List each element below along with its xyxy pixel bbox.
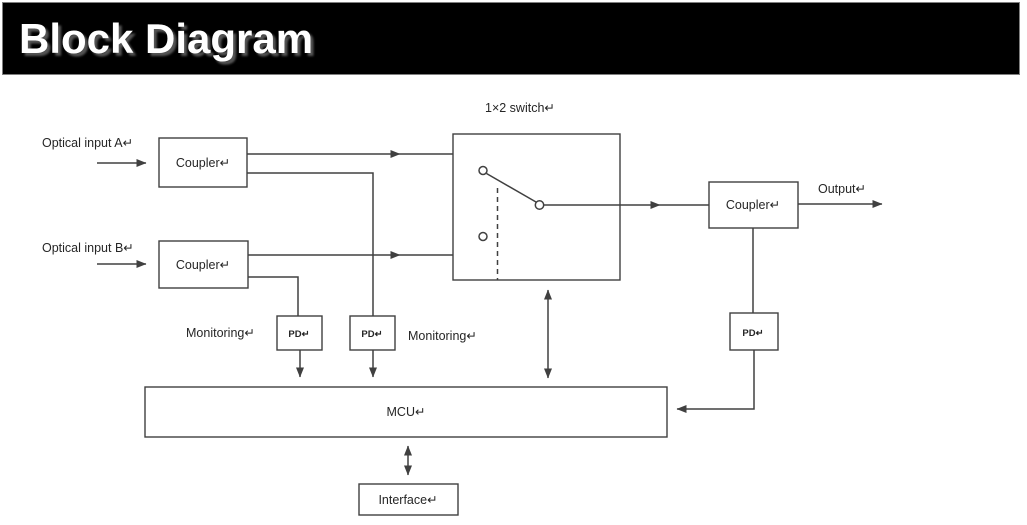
coupler-a-to-pd-right — [247, 173, 373, 316]
monitoring-right-label: Monitoring↵ — [408, 329, 477, 343]
mcu — [145, 387, 667, 437]
monitoring-left-label: Monitoring↵ — [186, 326, 255, 340]
pd-output-label: PD↵ — [742, 328, 764, 339]
pd-right-label: PD↵ — [361, 329, 383, 340]
coupler-b-label: Coupler↵ — [175, 258, 231, 272]
switch-common-contact — [535, 201, 543, 209]
optical-input-b-label: Optical input B↵ — [42, 241, 134, 255]
optical-input-a-label: Optical input A↵ — [42, 136, 134, 150]
title-bar — [2, 2, 1020, 75]
interface — [359, 484, 458, 515]
pd-left — [277, 316, 322, 350]
switch-contact-a — [479, 167, 487, 175]
mcu-label: MCU↵ — [386, 405, 426, 419]
coupler-b — [159, 241, 248, 288]
output-label: Output↵ — [818, 182, 866, 196]
switch-contact-b — [479, 233, 487, 241]
coupler-a — [159, 138, 247, 187]
pd-left-label: PD↵ — [288, 329, 310, 340]
switch-label: 1×2 switch↵ — [485, 101, 555, 115]
coupler-b-to-pd-left — [248, 277, 298, 316]
pd-output-to-mcu-arrow — [677, 350, 754, 409]
pd-output — [730, 313, 778, 350]
coupler-a-label: Coupler↵ — [175, 156, 231, 170]
coupler-output-label: Coupler↵ — [725, 198, 781, 212]
switch — [453, 134, 620, 280]
interface-label: Interface↵ — [378, 493, 438, 507]
pd-right — [350, 316, 395, 350]
page-title: Block Diagram — [19, 14, 314, 62]
coupler-output — [709, 182, 798, 228]
